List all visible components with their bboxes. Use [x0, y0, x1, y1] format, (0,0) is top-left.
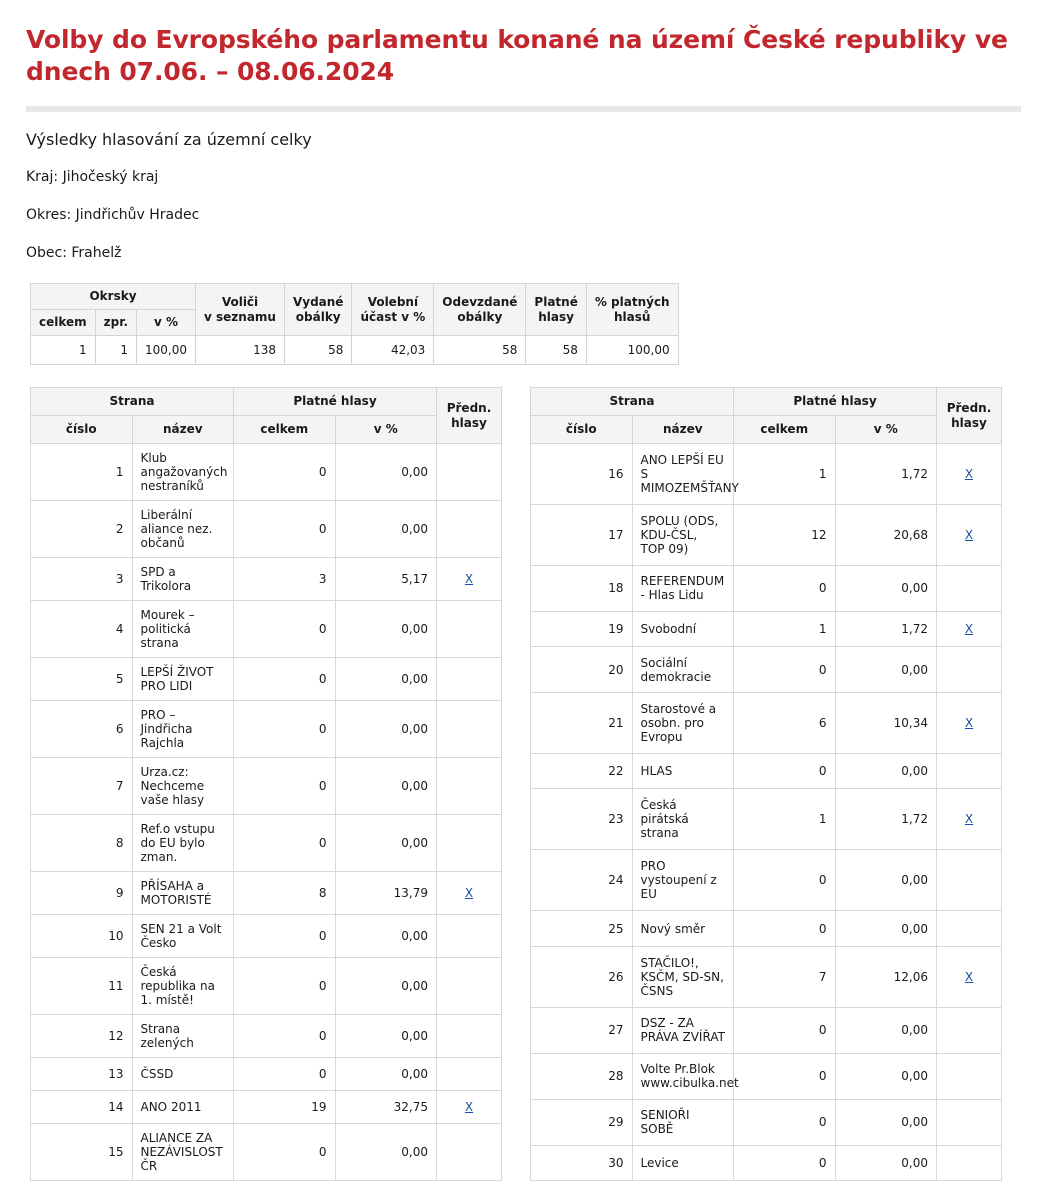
party-name: ANO LEPŠÍ EU S MIMOZEMŠŤANY [632, 444, 734, 505]
party-votes-percent: 0,00 [835, 754, 937, 789]
party-votes-total: 0 [234, 1058, 336, 1091]
party-number: 22 [531, 754, 633, 789]
party-votes-percent: 0,00 [335, 501, 437, 558]
party-name: DSZ - ZA PRÁVA ZVÍŘAT [632, 1007, 734, 1053]
party-name: LEPŠÍ ŽIVOT PRO LIDI [132, 658, 234, 701]
party-votes-total: 0 [734, 911, 836, 946]
party-votes-percent: 0,00 [335, 1058, 437, 1091]
party-header-strana: Strana [531, 388, 734, 416]
party-votes-total: 0 [234, 915, 336, 958]
party-votes-total: 0 [234, 658, 336, 701]
section-title: Výsledky hlasování za územní celky [26, 130, 312, 149]
party-votes-total: 0 [734, 1007, 836, 1053]
table-row [31, 601, 502, 658]
party-preferential-cell [937, 444, 1002, 505]
party-votes-total: 6 [734, 693, 836, 754]
party-name: HLAS [632, 754, 734, 789]
party-preferential-cell [437, 601, 502, 658]
value-okrsky-zpr: 1 [95, 336, 136, 365]
party-header-celkem: celkem [234, 416, 336, 444]
party-number: 28 [531, 1053, 633, 1099]
table-row [531, 647, 1002, 693]
party-votes-percent: 0,00 [335, 915, 437, 958]
table-row [531, 911, 1002, 946]
summary-header-okrsky: Okrsky [31, 284, 196, 310]
party-votes-total: 19 [234, 1091, 336, 1124]
party-preferential-cell [437, 658, 502, 701]
party-number: 19 [531, 611, 633, 646]
page-title: Volby do Evropského parlamentu konané na území České republiky ve dnech 07.06. – 08.06.2024 [26, 25, 1008, 86]
party-preferential-cell [937, 565, 1002, 611]
summary-header-volici [196, 284, 285, 336]
party-header-v-pct: v % [835, 416, 937, 444]
party-number: 7 [31, 758, 133, 815]
party-votes-percent: 0,00 [335, 1124, 437, 1181]
party-preferential-cell [937, 1053, 1002, 1099]
party-votes-percent: 0,00 [335, 658, 437, 701]
party-preferential-cell [437, 501, 502, 558]
party-name: PRO vystoupení z EU [632, 850, 734, 911]
party-number: 15 [31, 1124, 133, 1181]
party-votes-percent: 0,00 [835, 565, 937, 611]
party-number: 25 [531, 911, 633, 946]
party-preferential-cell [437, 1091, 502, 1124]
party-votes-total: 8 [234, 872, 336, 915]
summary-header-vydane-obalky [284, 284, 351, 336]
party-preferential-cell [937, 911, 1002, 946]
party-votes-percent: 1,72 [835, 789, 937, 850]
preferential-votes-link[interactable]: X [964, 716, 974, 731]
party-votes-total: 0 [234, 444, 336, 501]
table-row [531, 1099, 1002, 1145]
party-number: 29 [531, 1099, 633, 1145]
value-pct-platnych-hlasu: 100,00 [586, 336, 678, 365]
party-votes-total: 0 [734, 1053, 836, 1099]
preferential-votes-link[interactable]: X [964, 527, 974, 542]
party-votes-total: 1 [734, 611, 836, 646]
party-votes-total: 0 [234, 758, 336, 815]
party-name: ALIANCE ZA NEZÁVISLOST ČR [132, 1124, 234, 1181]
summary-header-pct-platnych-line1: % platných [594, 294, 670, 309]
party-preferential-cell [937, 789, 1002, 850]
party-votes-percent: 0,00 [835, 1007, 937, 1053]
party-votes-percent: 0,00 [335, 758, 437, 815]
table-row [31, 758, 502, 815]
party-votes-total: 0 [234, 701, 336, 758]
party-name: Klub angažovaných nestraníků [132, 444, 234, 501]
party-number: 18 [531, 565, 633, 611]
table-row [531, 946, 1002, 1007]
table-row [531, 1007, 1002, 1053]
party-votes-percent: 0,00 [835, 850, 937, 911]
party-name: Svobodní [632, 611, 734, 646]
party-name: Levice [632, 1145, 734, 1180]
party-preferential-cell [937, 504, 1002, 565]
party-votes-percent: 0,00 [335, 444, 437, 501]
party-name: Volte Pr.Blok www.cibulka.net [632, 1053, 734, 1099]
party-name: Liberální aliance nez. občanů [132, 501, 234, 558]
summary-header-pct-platnych-line2: hlasů [614, 309, 651, 324]
party-preferential-cell [437, 1058, 502, 1091]
table-row [531, 504, 1002, 565]
value-odevzdane-obalky: 58 [434, 336, 526, 365]
title-divider [26, 106, 1021, 112]
party-votes-percent: 0,00 [335, 601, 437, 658]
value-okrsky-celkem: 1 [31, 336, 96, 365]
party-header-predn-line1: Předn. [446, 400, 492, 415]
summary-header-odevzdane [434, 284, 526, 336]
table-row [31, 444, 502, 501]
party-header-nazev: název [632, 416, 734, 444]
party-preferential-cell [437, 1124, 502, 1181]
party-preferential-cell [937, 693, 1002, 754]
party-header-row-1 [31, 388, 502, 416]
party-preferential-cell [937, 850, 1002, 911]
table-row [31, 815, 502, 872]
party-preferential-cell [437, 1015, 502, 1058]
table-row [31, 701, 502, 758]
party-votes-percent: 0,00 [335, 1015, 437, 1058]
party-header-celkem: celkem [734, 416, 836, 444]
party-votes-total: 0 [734, 1145, 836, 1180]
table-row [31, 1058, 502, 1091]
preferential-votes-link[interactable]: X [464, 886, 474, 900]
party-name: PŘÍSAHA a MOTORISTÉ [132, 872, 234, 915]
party-header-predn-hlasy [437, 388, 502, 444]
party-number: 14 [31, 1091, 133, 1124]
party-number: 10 [31, 915, 133, 958]
table-row [31, 558, 502, 601]
party-preferential-cell [937, 1145, 1002, 1180]
party-preferential-cell [937, 754, 1002, 789]
party-votes-total: 12 [734, 504, 836, 565]
table-row [31, 501, 502, 558]
summary-header-ucast [352, 284, 434, 336]
party-name: SENIOŘI SOBĚ [632, 1099, 734, 1145]
party-preferential-cell [437, 872, 502, 915]
summary-header-ucast-line2: účast v % [360, 309, 426, 324]
table-row [531, 611, 1002, 646]
summary-header-odevzdane-line1: Odevzdané [442, 294, 518, 309]
party-votes-total: 0 [234, 1124, 336, 1181]
party-votes-total: 1 [734, 444, 836, 505]
party-number: 1 [31, 444, 133, 501]
party-name: Česká republika na 1. místě! [132, 958, 234, 1015]
party-number: 9 [31, 872, 133, 915]
party-votes-percent: 10,34 [835, 693, 937, 754]
party-name: SPOLU (ODS, KDU-ČSL, TOP 09) [632, 504, 734, 565]
party-results-table-left [30, 387, 502, 1181]
party-header-predn-line2: hlasy [451, 415, 487, 430]
party-name: Ref.o vstupu do EU bylo zman. [132, 815, 234, 872]
summary-header-volici-line2: v seznamu [204, 309, 276, 324]
value-volici-v-seznamu: 138 [196, 336, 285, 365]
region-line: Kraj: Jihočeský kraj [26, 169, 159, 185]
party-header-predn-line2: hlasy [951, 415, 987, 430]
summary-header-platne-hlasy [526, 284, 586, 336]
party-header-row-1 [531, 388, 1002, 416]
party-name: ANO 2011 [132, 1091, 234, 1124]
table-row [531, 1145, 1002, 1180]
party-number: 4 [31, 601, 133, 658]
turnout-summary-table [30, 283, 679, 365]
party-votes-percent: 5,17 [335, 558, 437, 601]
party-votes-total: 3 [234, 558, 336, 601]
party-votes-total: 0 [734, 850, 836, 911]
preferential-votes-link[interactable]: X [464, 1100, 474, 1114]
party-preferential-cell [937, 1099, 1002, 1145]
table-row [531, 789, 1002, 850]
party-votes-percent: 0,00 [335, 815, 437, 872]
table-row [531, 693, 1002, 754]
party-name: REFERENDUM - Hlas Lidu [632, 565, 734, 611]
party-name: STAČILO!, KSČM, SD-SN, ČSNS [632, 946, 734, 1007]
preferential-votes-link[interactable]: X [964, 812, 974, 827]
table-row [31, 1015, 502, 1058]
party-preferential-cell [437, 558, 502, 601]
party-header-cislo: číslo [31, 416, 133, 444]
party-votes-total: 0 [234, 501, 336, 558]
party-name: SEN 21 a Volt Česko [132, 915, 234, 958]
party-name: Urza.cz: Nechceme vaše hlasy [132, 758, 234, 815]
party-preferential-cell [437, 701, 502, 758]
party-preferential-cell [437, 915, 502, 958]
party-votes-percent: 0,00 [835, 1099, 937, 1145]
table-row [531, 850, 1002, 911]
party-number: 16 [531, 444, 633, 505]
party-preferential-cell [937, 647, 1002, 693]
party-number: 24 [531, 850, 633, 911]
party-votes-percent: 0,00 [335, 701, 437, 758]
party-table-left-body [31, 444, 502, 1181]
table-row [31, 1091, 502, 1124]
party-number: 27 [531, 1007, 633, 1053]
preferential-votes-link[interactable]: X [964, 466, 974, 481]
party-votes-total: 0 [234, 601, 336, 658]
summary-header-platne-line1: Platné [534, 294, 578, 309]
table-row [531, 754, 1002, 789]
summary-header-vydane-line2: obálky [295, 309, 341, 324]
party-votes-percent: 20,68 [835, 504, 937, 565]
party-number: 12 [31, 1015, 133, 1058]
party-name: ČSSD [132, 1058, 234, 1091]
party-votes-total: 0 [734, 647, 836, 693]
party-votes-total: 7 [734, 946, 836, 1007]
party-number: 21 [531, 693, 633, 754]
party-preferential-cell [437, 958, 502, 1015]
party-votes-percent: 0,00 [835, 911, 937, 946]
party-number: 11 [31, 958, 133, 1015]
party-votes-total: 0 [734, 1099, 836, 1145]
value-volebni-ucast: 42,03 [352, 336, 434, 365]
party-number: 26 [531, 946, 633, 1007]
table-row [531, 565, 1002, 611]
party-header-v-pct: v % [335, 416, 437, 444]
party-number: 5 [31, 658, 133, 701]
value-okrsky-pct: 100,00 [137, 336, 196, 365]
party-preferential-cell [437, 444, 502, 501]
party-preferential-cell [937, 611, 1002, 646]
party-name: Starostové a osobn. pro Evropu [632, 693, 734, 754]
table-row [31, 872, 502, 915]
party-results-container [30, 387, 1021, 1181]
party-votes-percent: 0,00 [835, 1145, 937, 1180]
party-votes-total: 0 [234, 1015, 336, 1058]
party-votes-total: 0 [234, 815, 336, 872]
party-name: Mourek – politická strana [132, 601, 234, 658]
preferential-votes-link[interactable]: X [964, 622, 974, 637]
summary-header-pct-platnych [586, 284, 678, 336]
summary-header-odevzdane-line2: obálky [457, 309, 503, 324]
party-results-table-right [530, 387, 1002, 1181]
table-row [31, 658, 502, 701]
party-header-predn-line1: Předn. [946, 400, 992, 415]
party-name: SPD a Trikolora [132, 558, 234, 601]
municipality-line: Obec: Frahelž [26, 245, 122, 261]
table-row [531, 444, 1002, 505]
summary-header-row-1 [31, 284, 679, 310]
party-header-nazev: název [132, 416, 234, 444]
party-votes-total: 0 [734, 754, 836, 789]
value-vydane-obalky: 58 [284, 336, 351, 365]
party-preferential-cell [937, 946, 1002, 1007]
party-votes-total: 0 [734, 565, 836, 611]
party-votes-percent: 0,00 [835, 647, 937, 693]
party-number: 6 [31, 701, 133, 758]
party-number: 23 [531, 789, 633, 850]
party-header-platne-hlasy: Platné hlasy [734, 388, 937, 416]
party-votes-percent: 12,06 [835, 946, 937, 1007]
party-name: Česká pirátská strana [632, 789, 734, 850]
table-row [31, 915, 502, 958]
party-votes-percent: 13,79 [335, 872, 437, 915]
preferential-votes-link[interactable]: X [964, 969, 974, 984]
summary-header-ucast-line1: Volební [367, 294, 419, 309]
table-row [31, 958, 502, 1015]
party-number: 30 [531, 1145, 633, 1180]
party-header-cislo: číslo [531, 416, 633, 444]
preferential-votes-link[interactable]: X [464, 572, 474, 586]
party-header-strana: Strana [31, 388, 234, 416]
party-number: 20 [531, 647, 633, 693]
party-votes-total: 0 [234, 958, 336, 1015]
party-name: PRO – Jindřicha Rajchla [132, 701, 234, 758]
table-row [31, 1124, 502, 1181]
summary-header-okrsky-zpr: zpr. [95, 310, 136, 336]
party-name: Nový směr [632, 911, 734, 946]
party-name: Strana zelených [132, 1015, 234, 1058]
party-number: 8 [31, 815, 133, 872]
table-row [531, 1053, 1002, 1099]
summary-header-platne-line2: hlasy [538, 309, 574, 324]
party-preferential-cell [437, 815, 502, 872]
party-preferential-cell [937, 1007, 1002, 1053]
summary-header-vydane-line1: Vydané [292, 294, 344, 309]
party-header-predn-hlasy [937, 388, 1002, 444]
party-votes-percent: 1,72 [835, 611, 937, 646]
party-votes-percent: 1,72 [835, 444, 937, 505]
party-table-right-body [531, 444, 1002, 1181]
party-number: 2 [31, 501, 133, 558]
party-number: 13 [31, 1058, 133, 1091]
party-votes-percent: 32,75 [335, 1091, 437, 1124]
party-number: 17 [531, 504, 633, 565]
party-votes-total: 1 [734, 789, 836, 850]
summary-header-okrsky-celkem: celkem [31, 310, 96, 336]
party-header-row-2 [531, 416, 1002, 444]
value-platne-hlasy: 58 [526, 336, 586, 365]
party-header-row-2 [31, 416, 502, 444]
party-preferential-cell [437, 758, 502, 815]
district-line: Okres: Jindřichův Hradec [26, 207, 200, 223]
party-number: 3 [31, 558, 133, 601]
summary-header-volici-line1: Voliči [221, 294, 259, 309]
party-votes-percent: 0,00 [835, 1053, 937, 1099]
party-header-platne-hlasy: Platné hlasy [234, 388, 437, 416]
party-name: Sociální demokracie [632, 647, 734, 693]
party-votes-percent: 0,00 [335, 958, 437, 1015]
summary-value-row [31, 336, 679, 365]
summary-header-okrsky-pct: v % [137, 310, 196, 336]
